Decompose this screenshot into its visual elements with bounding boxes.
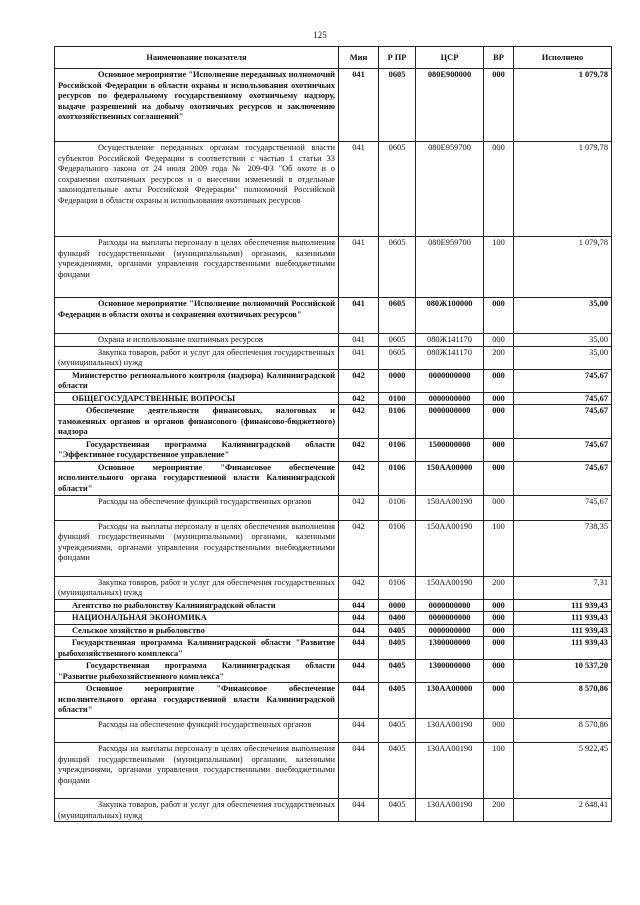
cell-vr: 000 — [484, 495, 514, 520]
cell-min: 042 — [339, 576, 379, 599]
cell-vr: 100 — [484, 520, 514, 576]
table-row — [55, 612, 612, 625]
table-row — [55, 495, 612, 520]
table-row — [55, 637, 612, 660]
budget-table — [54, 46, 612, 822]
table-row — [55, 237, 612, 298]
header-csr: ЦСР — [416, 47, 484, 69]
table-row — [55, 405, 612, 439]
cell-csr: 080Ж100000 — [416, 298, 484, 334]
table-row — [55, 69, 612, 142]
cell-csr: 080E959700 — [416, 237, 484, 298]
cell-name: НАЦИОНАЛЬНАЯ ЭКОНОМИКА — [55, 612, 339, 625]
cell-rpr: 0605 — [379, 237, 416, 298]
cell-min: 044 — [339, 637, 379, 660]
cell-min: 044 — [339, 683, 379, 719]
cell-min: 041 — [339, 346, 379, 369]
cell-done: 1 079,78 — [514, 69, 612, 142]
cell-min: 042 — [339, 495, 379, 520]
cell-csr: 1500000000 — [416, 438, 484, 461]
cell-name: Основное мероприятие "Исполнение полномочий Российской Федерации в области охоты и сохранения охотничьих ресурсов" — [55, 298, 339, 334]
table-row — [55, 799, 612, 822]
cell-csr: 150АА00190 — [416, 576, 484, 599]
cell-name: Расходы на выплаты персоналу в целях обеспечения выполнения функций государственными (муниципальными) органами, казенными учреждениями, органами управления государственными внебюджетными фондами — [55, 237, 339, 298]
cell-vr: 000 — [484, 599, 514, 612]
cell-min: 041 — [339, 334, 379, 347]
cell-name: Закупка товаров, работ и услуг для обеспечения государственных (муниципальных) нужд — [55, 576, 339, 599]
table-row — [55, 334, 612, 347]
cell-done: 2 648,41 — [514, 799, 612, 822]
cell-name: Государственная программа Калининградской области "Развитие рыбохозяйственного комплекса" — [55, 637, 339, 660]
cell-csr: 150АА00190 — [416, 520, 484, 576]
cell-name: Государственная программа Калининградская области "Развитие рыбохозяйственного комплекса" — [55, 660, 339, 683]
cell-vr: 000 — [484, 142, 514, 237]
cell-rpr: 0000 — [379, 599, 416, 612]
cell-vr: 200 — [484, 799, 514, 822]
cell-vr: 000 — [484, 334, 514, 347]
table-row — [55, 520, 612, 576]
cell-rpr: 0106 — [379, 438, 416, 461]
cell-csr: 080E900000 — [416, 69, 484, 142]
cell-done: 35,00 — [514, 334, 612, 347]
header-done: Исполнено — [514, 47, 612, 69]
cell-csr: 080E959700 — [416, 142, 484, 237]
cell-min: 042 — [339, 405, 379, 439]
cell-min: 041 — [339, 69, 379, 142]
cell-rpr: 0605 — [379, 346, 416, 369]
cell-name: Расходы на обеспечение функций государственных органов — [55, 495, 339, 520]
cell-name: Основное мероприятие "Финансовое обеспечение исполнительного органа государственной власти Калининградской области" — [55, 683, 339, 719]
cell-vr: 000 — [484, 683, 514, 719]
cell-rpr: 0405 — [379, 719, 416, 743]
header-name: Наименование показателя — [55, 47, 339, 69]
cell-min: 042 — [339, 520, 379, 576]
cell-vr: 100 — [484, 743, 514, 799]
cell-vr: 000 — [484, 461, 514, 495]
cell-rpr: 0605 — [379, 142, 416, 237]
cell-min: 042 — [339, 438, 379, 461]
cell-rpr: 0100 — [379, 392, 416, 405]
cell-done: 35,00 — [514, 346, 612, 369]
table-row — [55, 599, 612, 612]
cell-vr: 000 — [484, 719, 514, 743]
cell-min: 041 — [339, 142, 379, 237]
cell-min: 041 — [339, 298, 379, 334]
cell-rpr: 0106 — [379, 461, 416, 495]
cell-vr: 000 — [484, 438, 514, 461]
cell-name: Агентство по рыболовству Калининградской области — [55, 599, 339, 612]
cell-vr: 100 — [484, 237, 514, 298]
cell-done: 1 079,78 — [514, 142, 612, 237]
cell-name: Закупка товаров, работ и услуг для обеспечения государственных (муниципальных) нужд — [55, 799, 339, 822]
cell-rpr: 0106 — [379, 576, 416, 599]
cell-done: 745,67 — [514, 392, 612, 405]
cell-name: Основное мероприятие "Финансовое обеспечение исполнительного органа государственной власти Калининградской области" — [55, 461, 339, 495]
table-row — [55, 461, 612, 495]
cell-done: 738,35 — [514, 520, 612, 576]
cell-vr: 000 — [484, 405, 514, 439]
cell-name: Сельское хозяйство и рыболовство — [55, 624, 339, 637]
cell-done: 745,67 — [514, 438, 612, 461]
cell-rpr: 0405 — [379, 660, 416, 683]
page-number: 125 — [313, 30, 327, 40]
cell-done: 111 939,43 — [514, 624, 612, 637]
header-vr: ВР — [484, 47, 514, 69]
cell-vr: 200 — [484, 346, 514, 369]
cell-min: 041 — [339, 237, 379, 298]
cell-name: Основное мероприятие "Исполнение переданных полномочий Российской Федерации в области охраны и использования охотничьих ресурсов по федеральному государственному охотничьему надзору, выдаче разрешений на добычу охотничьих ресурсов и заключению охотхозяйственных соглашений" — [55, 69, 339, 142]
cell-min: 044 — [339, 660, 379, 683]
cell-csr: 080Ж141170 — [416, 334, 484, 347]
table-row — [55, 142, 612, 237]
cell-name: Расходы на выплаты персоналу в целях обеспечения выполнения функций государственными (муниципальными) органами, казенными учреждениями, органами управления государственными внебюджетными фондами — [55, 743, 339, 799]
table-row — [55, 683, 612, 719]
cell-min: 044 — [339, 743, 379, 799]
cell-csr: 1300000000 — [416, 637, 484, 660]
cell-csr: 0000000000 — [416, 612, 484, 625]
cell-rpr: 0000 — [379, 369, 416, 392]
cell-rpr: 0405 — [379, 683, 416, 719]
cell-min: 044 — [339, 799, 379, 822]
cell-done: 8 570,86 — [514, 719, 612, 743]
cell-name: ОБЩЕГОСУДАРСТВЕННЫЕ ВОПРОСЫ — [55, 392, 339, 405]
cell-min: 044 — [339, 719, 379, 743]
cell-name: Осуществление переданных органам государственной власти субъектов Российской Федерации в соответствии с частью 1 статьи 33 Федерального закона от 24 июля 2009 года № 209-ФЗ "Об охоте и о сохранении охотничьих ресурсов и о внесении изменений в отдельные законодательные акты Российской Федерации" полномочий Российской Федерации в области охраны и использования охотничьих ресурсов — [55, 142, 339, 237]
cell-done: 35,00 — [514, 298, 612, 334]
table-row — [55, 576, 612, 599]
cell-csr: 150АА00190 — [416, 495, 484, 520]
cell-done: 745,67 — [514, 369, 612, 392]
cell-rpr: 0405 — [379, 743, 416, 799]
cell-rpr: 0605 — [379, 334, 416, 347]
cell-done: 7,31 — [514, 576, 612, 599]
cell-min: 044 — [339, 612, 379, 625]
table-row — [55, 660, 612, 683]
table-row — [55, 298, 612, 334]
header-min: Мин — [339, 47, 379, 69]
cell-rpr: 0605 — [379, 69, 416, 142]
cell-vr: 000 — [484, 369, 514, 392]
table-row — [55, 624, 612, 637]
cell-vr: 000 — [484, 298, 514, 334]
cell-done: 745,67 — [514, 405, 612, 439]
cell-csr: 150АА00000 — [416, 461, 484, 495]
cell-done: 745,67 — [514, 461, 612, 495]
table-row — [55, 369, 612, 392]
cell-name: Закупка товаров, работ и услуг для обеспечения государственных (муниципальных) нужд — [55, 346, 339, 369]
cell-rpr: 0405 — [379, 799, 416, 822]
table-row — [55, 719, 612, 743]
cell-name: Обеспечение деятельности финансовых, налоговых и таможенных органов и органов финансового (финансово-бюджетного) надзора — [55, 405, 339, 439]
table-row — [55, 743, 612, 799]
cell-vr: 000 — [484, 69, 514, 142]
table-row — [55, 392, 612, 405]
cell-min: 044 — [339, 624, 379, 637]
cell-rpr: 0106 — [379, 520, 416, 576]
cell-done: 111 939,43 — [514, 637, 612, 660]
cell-vr: 000 — [484, 624, 514, 637]
table-header-row — [55, 47, 612, 69]
cell-name: Государственная программа Калининградской области "Эффективное государственное управление" — [55, 438, 339, 461]
cell-rpr: 0106 — [379, 495, 416, 520]
cell-vr: 200 — [484, 576, 514, 599]
cell-rpr: 0405 — [379, 637, 416, 660]
cell-name: Расходы на выплаты персоналу в целях обеспечения выполнения функций государственными (муниципальными) органами, казенными учреждениями, органами управления государственными внебюджетными фондами — [55, 520, 339, 576]
cell-csr: 130АА00190 — [416, 719, 484, 743]
cell-csr: 130АА00190 — [416, 743, 484, 799]
cell-csr: 080Ж141170 — [416, 346, 484, 369]
cell-min: 042 — [339, 392, 379, 405]
cell-vr: 000 — [484, 392, 514, 405]
cell-csr: 0000000000 — [416, 405, 484, 439]
cell-done: 111 939,43 — [514, 612, 612, 625]
cell-vr: 000 — [484, 637, 514, 660]
cell-csr: 1300000000 — [416, 660, 484, 683]
cell-csr: 130АА00190 — [416, 799, 484, 822]
cell-rpr: 0400 — [379, 612, 416, 625]
cell-name: Расходы на обеспечение функций государственных органов — [55, 719, 339, 743]
table-row — [55, 438, 612, 461]
cell-done: 8 570,86 — [514, 683, 612, 719]
cell-csr: 0000000000 — [416, 624, 484, 637]
cell-csr: 0000000000 — [416, 599, 484, 612]
cell-done: 111 939,43 — [514, 599, 612, 612]
cell-csr: 130АА00000 — [416, 683, 484, 719]
table-row — [55, 346, 612, 369]
cell-min: 044 — [339, 599, 379, 612]
cell-rpr: 0106 — [379, 405, 416, 439]
cell-vr: 000 — [484, 612, 514, 625]
cell-min: 042 — [339, 461, 379, 495]
cell-done: 1 079,78 — [514, 237, 612, 298]
cell-done: 10 537,20 — [514, 660, 612, 683]
cell-vr: 000 — [484, 660, 514, 683]
cell-name: Охрана и использование охотничьих ресурсов — [55, 334, 339, 347]
cell-name: Министерство регионального контроля (надзора) Калининградской области — [55, 369, 339, 392]
cell-csr: 0000000000 — [416, 392, 484, 405]
header-rpr: Р ПР — [379, 47, 416, 69]
cell-done: 745,67 — [514, 495, 612, 520]
cell-csr: 0000000000 — [416, 369, 484, 392]
cell-done: 5 922,45 — [514, 743, 612, 799]
cell-min: 042 — [339, 369, 379, 392]
cell-rpr: 0405 — [379, 624, 416, 637]
cell-rpr: 0605 — [379, 298, 416, 334]
